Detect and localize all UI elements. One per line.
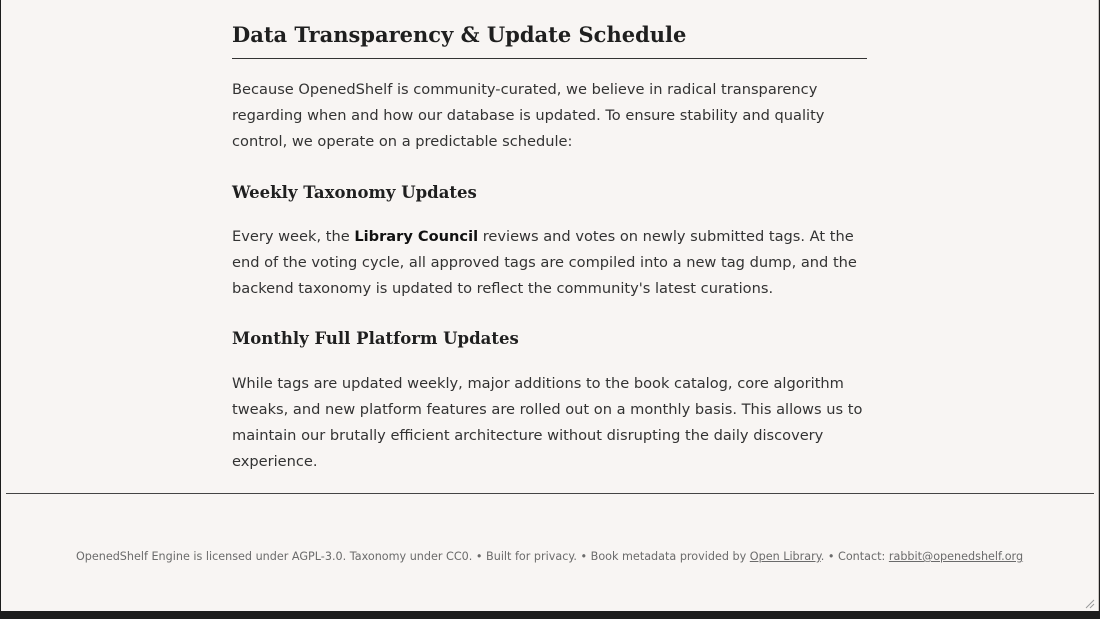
monthly-updates-heading: Monthly Full Platform Updates bbox=[232, 329, 519, 348]
site-footer bbox=[1, 549, 1098, 565]
weekly-updates-paragraph bbox=[232, 224, 867, 302]
section-title: Data Transparency & Update Schedule bbox=[232, 0, 867, 59]
weekly-text-before: Every week, the bbox=[232, 228, 355, 245]
weekly-text-after: reviews and votes on newly submitted tags. At the end of the voting cycle, all approved tags are compiled into a new tag dump, and the backend taxonomy is updated to reflect the community's latest curations. bbox=[232, 228, 857, 297]
footer-contact-label: . • Contact: bbox=[820, 550, 889, 563]
resize-grip-icon[interactable] bbox=[1085, 599, 1095, 609]
page bbox=[1, 0, 1099, 611]
footer-license-text: OpenedShelf Engine is licensed under AGPL-3.0. Taxonomy under CC0. • Built for privacy. • Book metadata provided by bbox=[75, 550, 750, 563]
contact-email-link[interactable]: rabbit@openedshelf.org bbox=[888, 550, 1024, 563]
open-library-link[interactable]: Open Library bbox=[749, 550, 821, 563]
footer-divider bbox=[6, 493, 1094, 494]
main-content bbox=[232, 0, 867, 475]
monthly-updates-paragraph: While tags are updated weekly, major additions to the book catalog, core algorithm tweaks, and new platform features are rolled out on a monthly basis. This allows us to maintain our brutally efficient architecture without disrupting the daily discovery experience. bbox=[232, 375, 863, 470]
intro-paragraph: Because OpenedShelf is community-curated, we believe in radical transparency regarding when and how our database is updated. To ensure stability and quality control, we operate on a predictable schedule: bbox=[232, 81, 825, 150]
weekly-updates-heading: Weekly Taxonomy Updates bbox=[232, 183, 477, 202]
library-council-highlight: Library Council bbox=[354, 228, 479, 245]
